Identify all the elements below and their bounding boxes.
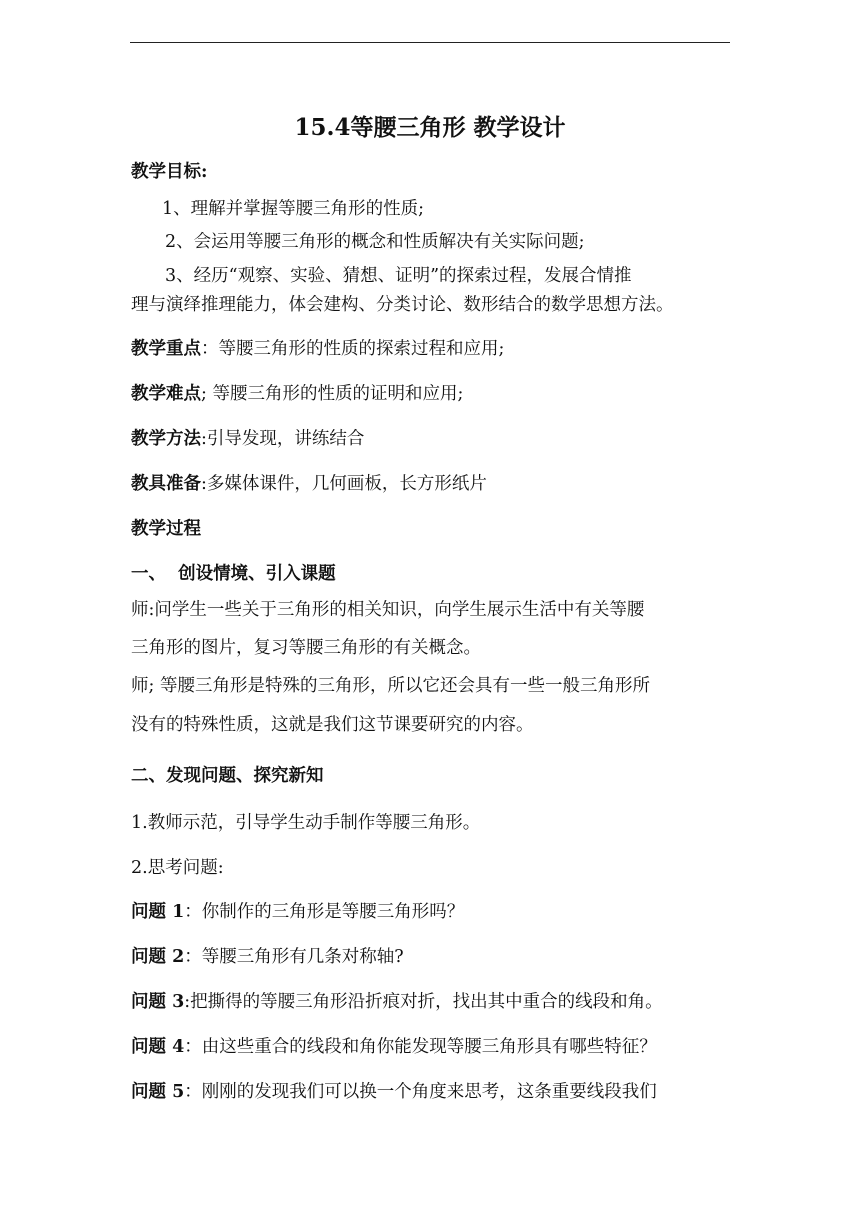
section2-step2: 2.思考问题: <box>131 858 224 878</box>
question-text: ：你制作的三角形是等腰三角形吗？ <box>184 902 465 922</box>
process-heading: 教学过程 <box>131 519 201 539</box>
objectives-heading: 教学目标: <box>131 162 208 182</box>
teaching-tools-text: :多媒体课件，几何画板，长方形纸片 <box>201 474 487 494</box>
objective-item: 2、会运用等腰三角形的概念和性质解决有关实际问题; <box>165 232 585 252</box>
question-text: ：由这些重合的线段和角你能发现等腰三角形具有哪些特征？ <box>184 1037 657 1057</box>
difficulties <box>131 382 731 406</box>
key-points <box>131 337 731 361</box>
teaching-tools <box>131 472 731 496</box>
section1-line: 师; 等腰三角形是特殊的三角形，所以它还会具有一些一般三角形所 <box>131 676 650 696</box>
question-label: 问题 2 <box>131 947 185 967</box>
section1-line: 师:问学生一些关于三角形的相关知识，向学生展示生活中有关等腰 <box>131 600 645 620</box>
question-label: 问题 1 <box>131 902 185 922</box>
section1-heading: 一、 创设情境、引入课题 <box>131 564 336 584</box>
question-label: 问题 4 <box>131 1037 185 1057</box>
question-text: ：刚刚的发现我们可以换一个角度来思考，这条重要线段我们 <box>184 1082 657 1102</box>
section2-step1: 1.教师示范，引导学生动手制作等腰三角形。 <box>131 813 481 833</box>
teaching-method-text: :引导发现，讲练结合 <box>201 429 365 449</box>
question-label: 问题 5 <box>131 1082 185 1102</box>
section1-line: 没有的特殊性质，这就是我们这节课要研究的内容。 <box>131 715 534 735</box>
teaching-tools-label: 教具准备 <box>131 474 201 494</box>
question-text: :把撕得的等腰三角形沿折痕对折，找出其中重合的线段和角。 <box>184 992 663 1012</box>
question-5 <box>131 1080 731 1104</box>
document-title: 15.4等腰三角形 教学设计 <box>294 114 566 141</box>
question-1 <box>131 900 731 924</box>
question-3 <box>131 990 731 1014</box>
section1-line: 三角形的图片，复习等腰三角形的有关概念。 <box>131 638 481 658</box>
objective-item-continued: 理与演绎推理能力，体会建构、分类讨论、数形结合的数学思想方法。 <box>131 295 674 315</box>
key-points-text: ：等腰三角形的性质的探索过程和应用; <box>201 339 505 359</box>
section2-heading: 二、发现问题、探究新知 <box>131 766 324 786</box>
question-label: 问题 3 <box>131 992 185 1012</box>
objective-item: 1、理解并掌握等腰三角形的性质; <box>162 199 425 219</box>
question-2 <box>131 945 731 969</box>
objective-item: 3、经历“观察、实验、猜想、证明”的探索过程，发展合情推 <box>165 266 632 286</box>
key-points-label: 教学重点 <box>131 339 201 359</box>
question-text: ：等腰三角形有几条对称轴? <box>184 947 404 967</box>
teaching-method <box>131 427 731 451</box>
difficulties-label: 教学难点 <box>131 384 201 404</box>
teaching-method-label: 教学方法 <box>131 429 201 449</box>
header-rule <box>130 42 730 43</box>
difficulties-text: ; 等腰三角形的性质的证明和应用; <box>201 384 464 404</box>
question-4 <box>131 1035 731 1059</box>
